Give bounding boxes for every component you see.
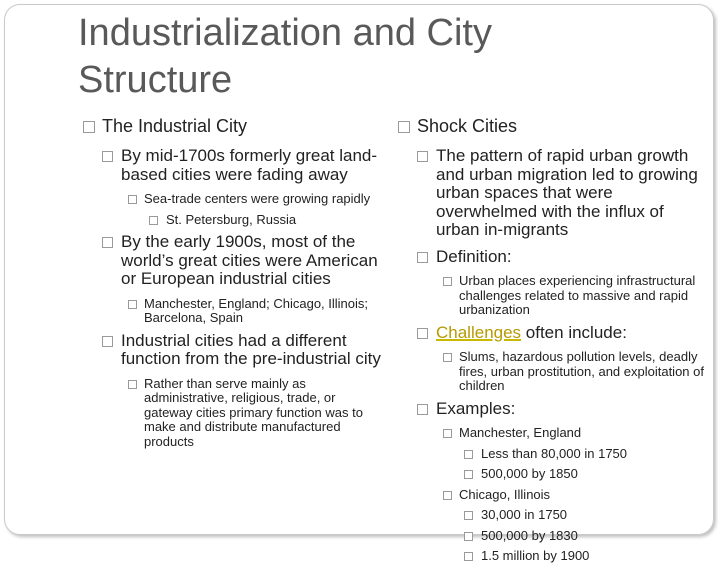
- list-item: 1.5 million by 1900: [398, 549, 708, 564]
- bullet-icon: [398, 121, 410, 133]
- bullet-icon: [417, 328, 428, 339]
- bullet-icon: [102, 336, 113, 347]
- bullet-icon: [464, 450, 473, 459]
- bullet-icon: [128, 300, 137, 309]
- bullet-icon: [149, 216, 158, 225]
- list-item: Examples:: [398, 400, 708, 419]
- list-item: Definition:: [398, 248, 708, 267]
- list-item: 500,000 by 1830: [398, 529, 708, 544]
- challenges-link[interactable]: Challenges: [436, 322, 522, 342]
- list-item: Urban places experiencing infrastructural challenges related to massive and rapid urbanization: [398, 274, 708, 318]
- list-item: 30,000 in 1750: [398, 508, 708, 523]
- bullet-icon: [443, 277, 452, 286]
- bullet-icon: [464, 470, 473, 479]
- bullet-icon: [464, 532, 473, 541]
- list-item: Sea-trade centers were growing rapidly: [83, 192, 383, 207]
- list-item: 500,000 by 1850: [398, 467, 708, 482]
- bullet-icon: [102, 237, 113, 248]
- slide-title: Industrialization and City Structure: [78, 12, 492, 101]
- bullet-icon: [417, 151, 428, 162]
- bullet-icon: [443, 353, 452, 362]
- right-column: [398, 116, 708, 570]
- list-item: Manchester, England; Chicago, Illinois; Barcelona, Spain: [83, 297, 383, 326]
- list-item: By the early 1900s, most of the world’s great cities were American or European industrial cities: [83, 233, 383, 289]
- list-item: Manchester, England: [398, 426, 708, 441]
- bullet-icon: [83, 121, 95, 133]
- list-item: Less than 80,000 in 1750: [398, 447, 708, 462]
- left-column: [83, 116, 383, 455]
- bullet-icon: [464, 511, 473, 520]
- left-heading: The Industrial City: [83, 116, 383, 137]
- list-item: By mid-1700s formerly great land-based cities were fading away: [83, 147, 383, 184]
- right-heading: Shock Cities: [398, 116, 708, 137]
- bullet-icon: [128, 195, 137, 204]
- bullet-icon: [443, 491, 452, 500]
- bullet-icon: [128, 380, 137, 389]
- bullet-icon: [443, 429, 452, 438]
- bullet-icon: [417, 404, 428, 415]
- list-item: The pattern of rapid urban growth and urban migration led to growing urban spaces that were overwhelmed with the influx of urban in-migrants: [398, 147, 708, 240]
- list-item: Rather than serve mainly as administrative, religious, trade, or gateway cities primary function was to make and distribute manufactured products: [83, 377, 383, 450]
- bullet-icon: [464, 552, 473, 561]
- list-item: Industrial cities had a different function from the pre-industrial city: [83, 332, 383, 369]
- list-item: Chicago, Illinois: [398, 488, 708, 503]
- bullet-icon: [417, 252, 428, 263]
- list-item: Slums, hazardous pollution levels, deadly fires, urban prostitution, and exploitation of children: [398, 350, 708, 394]
- bullet-icon: [102, 151, 113, 162]
- list-item: St. Petersburg, Russia: [83, 213, 383, 228]
- list-item: Challenges often include:: [398, 324, 708, 343]
